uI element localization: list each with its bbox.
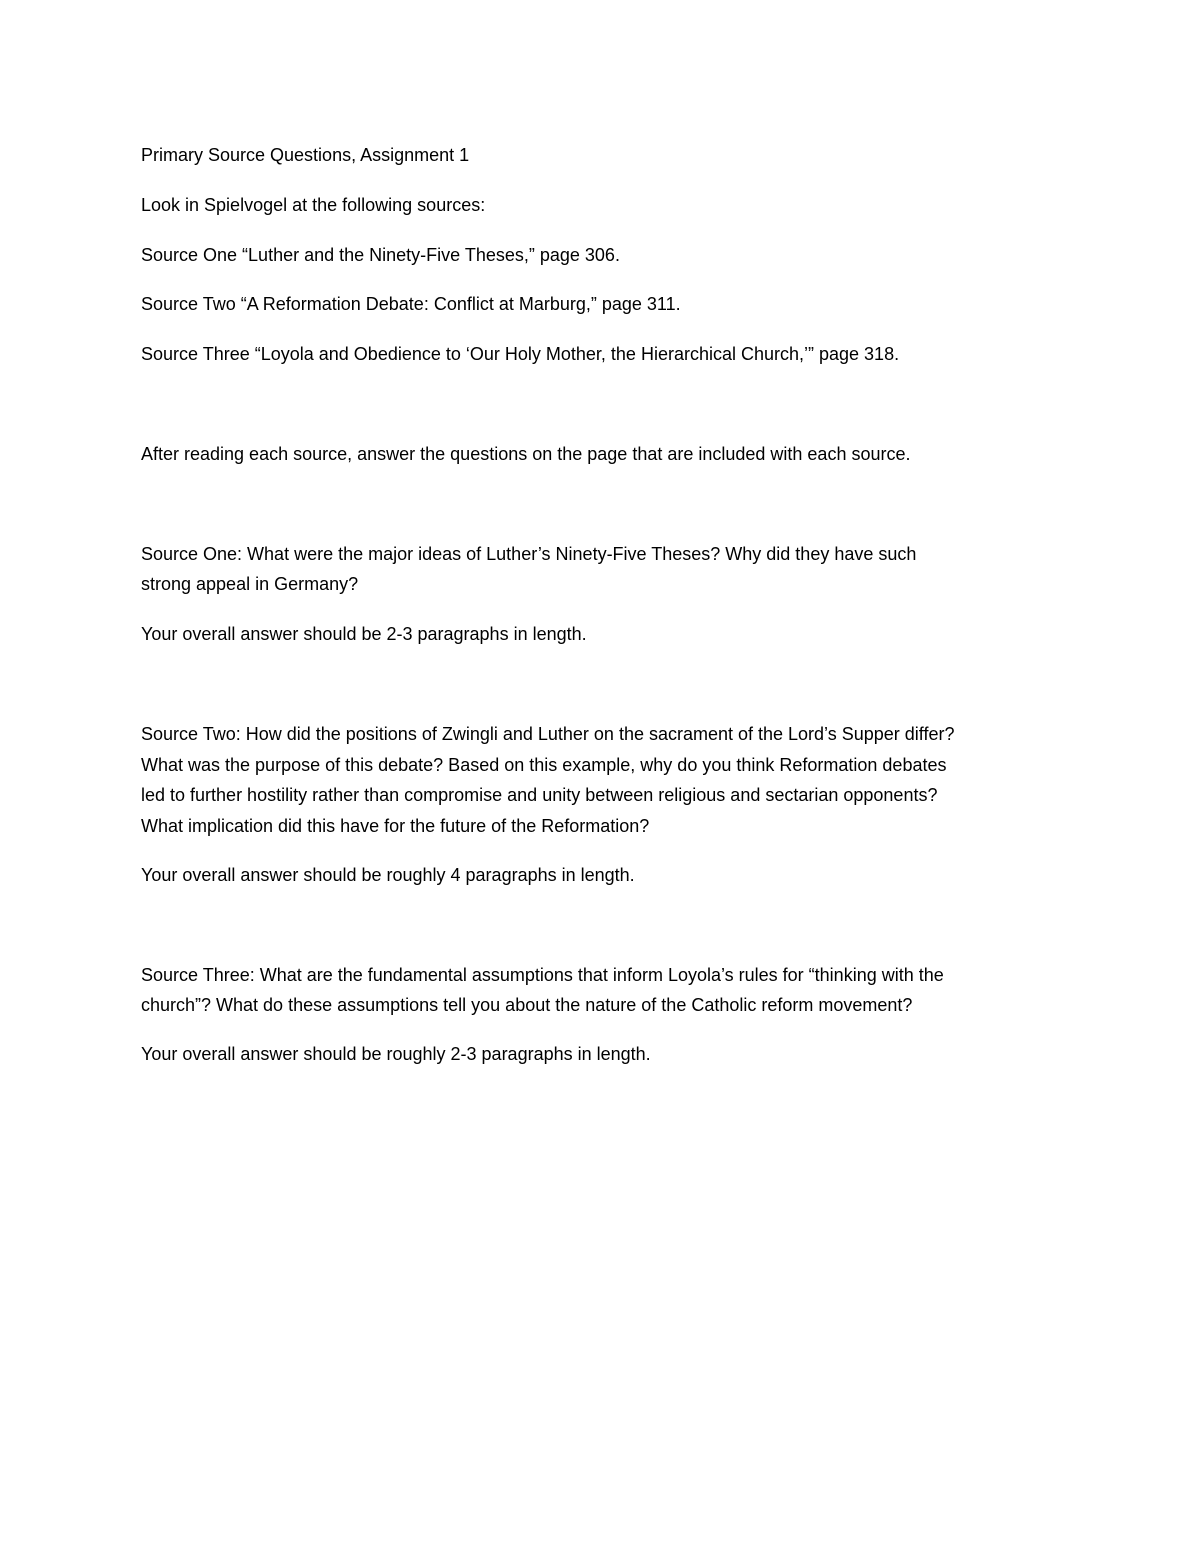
question-two-line: led to further hostility rather than compromise and unity between religious and sectarian opponents? (141, 785, 938, 805)
source-three-reference: Source Three “Loyola and Obedience to ‘Our Holy Mother, the Hierarchical Church,’” page 318. (141, 344, 900, 364)
document-title: Primary Source Questions, Assignment 1 (141, 145, 470, 165)
question-one-line: strong appeal in Germany? (141, 574, 359, 594)
intro-text: Look in Spielvogel at the following sources: (141, 195, 486, 215)
instruction-text: After reading each source, answer the questions on the page that are included with each source. (141, 444, 911, 464)
source-one-reference: Source One “Luther and the Ninety-Five Theses,” page 306. (141, 245, 620, 265)
question-three-length-note: Your overall answer should be roughly 2-3 paragraphs in length. (141, 1044, 651, 1064)
question-one-length-note: Your overall answer should be 2-3 paragraphs in length. (141, 624, 587, 644)
question-two-length-note: Your overall answer should be roughly 4 paragraphs in length. (141, 865, 635, 885)
question-three-line: church”? What do these assumptions tell you about the nature of the Catholic reform movement? (141, 995, 913, 1015)
question-two-line: What was the purpose of this debate? Based on this example, why do you think Reformation debates (141, 755, 947, 775)
source-two-reference: Source Two “A Reformation Debate: Conflict at Marburg,” page 311. (141, 294, 681, 314)
question-one-line: Source One: What were the major ideas of Luther’s Ninety-Five Theses? Why did they have such (141, 544, 917, 564)
question-two-line: Source Two: How did the positions of Zwingli and Luther on the sacrament of the Lord’s Supper differ? (141, 724, 955, 744)
question-two-line: What implication did this have for the future of the Reformation? (141, 816, 650, 836)
question-three-line: Source Three: What are the fundamental assumptions that inform Loyola’s rules for “thinking with the (141, 965, 944, 985)
